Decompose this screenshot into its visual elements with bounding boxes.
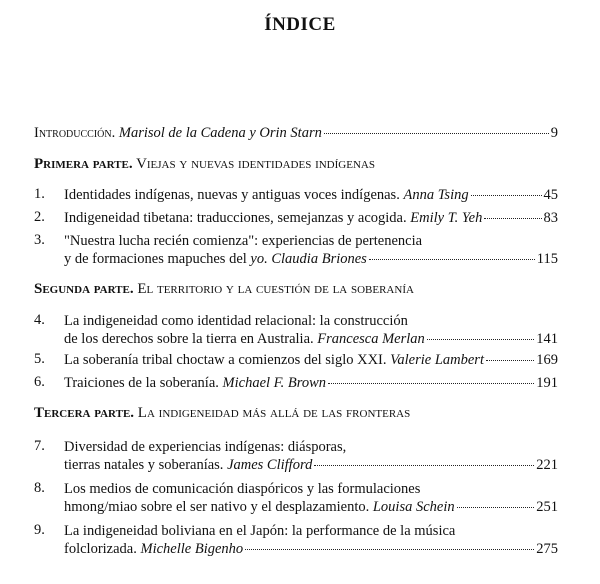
page-number: 191: [536, 375, 558, 391]
toc-entry-1[interactable]: [34, 186, 558, 204]
entry-author: Michelle Bigenho: [140, 541, 244, 557]
entry-author: James Clifford: [227, 457, 313, 473]
page-number: 275: [536, 541, 558, 557]
dot-leader: [457, 507, 535, 508]
dot-leader: [471, 195, 542, 196]
toc-entry-2[interactable]: [34, 209, 558, 227]
intro-label: Introducción.: [34, 125, 116, 141]
toc-entry-3[interactable]: [34, 232, 558, 268]
entry-title-line-2: folclorizada.: [64, 541, 137, 557]
entry-number: 9.: [34, 522, 45, 538]
toc-entry-5[interactable]: [34, 351, 558, 369]
page-number: 9: [550, 125, 558, 141]
page-number: 251: [536, 499, 558, 515]
entry-number: 2.: [34, 209, 45, 225]
toc-entry-6[interactable]: [34, 374, 558, 392]
dot-leader: [484, 218, 541, 219]
page-title: ÍNDICE: [264, 14, 336, 35]
entry-title: La soberanía tribal choctaw a comienzos del siglo XXI.: [64, 352, 387, 368]
page-number: 115: [536, 251, 558, 267]
page-number: 45: [543, 187, 558, 203]
entry-title-line-2: hmong/miao sobre el ser nativo y el desplazamiento.: [64, 499, 370, 515]
entry-author: Michael F. Brown: [222, 375, 327, 391]
entry-author: Emily T. Yeh: [410, 210, 483, 226]
entry-author: Anna Tsing: [403, 187, 469, 203]
part-subtitle: La indigeneidad más allá de las fronteras: [137, 405, 411, 421]
dot-leader: [328, 383, 534, 384]
page-number: 141: [536, 331, 558, 347]
dot-leader: [369, 259, 535, 260]
entry-author: Claudia Briones: [271, 251, 367, 267]
part-subtitle: Viejas y nuevas identidades indígenas: [136, 156, 375, 172]
toc-entry-4[interactable]: [34, 312, 558, 348]
entry-number: 1.: [34, 186, 45, 202]
dot-leader: [324, 133, 549, 134]
entry-title-line-1: "Nuestra lucha recién comienza": experiencias de pertenencia: [64, 233, 423, 249]
page-number: 221: [536, 457, 558, 473]
entry-number: 5.: [34, 351, 45, 367]
entry-title: Traiciones de la soberanía.: [64, 375, 219, 391]
part-heading-3: [34, 405, 558, 422]
entry-author: Francesca Merlan: [317, 331, 425, 347]
dot-leader: [314, 465, 534, 466]
entry-title-line-1: Los medios de comunicación diaspóricos y las formulaciones: [64, 481, 421, 497]
entry-author: Louisa Schein: [372, 499, 455, 515]
entry-title-line-2: de los derechos sobre la tierra en Australia.: [64, 331, 314, 347]
part-heading-1: [34, 156, 558, 173]
dot-leader: [427, 339, 534, 340]
entry-title-line-1: La indigeneidad como identidad relacional: la construcción: [64, 313, 408, 329]
dot-leader: [486, 360, 534, 361]
part-subtitle: El territorio y la cuestión de la soberanía: [137, 281, 414, 297]
entry-title-line-2: tierras natales y soberanías.: [64, 457, 224, 473]
entry-author: Valerie Lambert: [390, 352, 484, 368]
toc-intro[interactable]: [34, 124, 558, 142]
entry-title-line-1: Diversidad de experiencias indígenas: diásporas,: [64, 439, 347, 455]
part-label: Tercera parte.: [34, 405, 135, 421]
entry-number: 4.: [34, 312, 45, 328]
page-number: 83: [543, 210, 558, 226]
entry-title-line-1: La indigeneidad boliviana en el Japón: la performance de la música: [64, 523, 456, 539]
entry-number: 6.: [34, 374, 45, 390]
intro-author: Marisol de la Cadena y Orin Starn: [118, 125, 322, 141]
part-heading-2: [34, 281, 558, 298]
entry-title-italic: yo.: [250, 251, 268, 267]
toc-entry-7[interactable]: [34, 438, 558, 474]
page-number: 169: [536, 352, 558, 368]
part-label: Primera parte.: [34, 156, 133, 172]
entry-title-line-2: y de formaciones mapuches del: [64, 251, 247, 267]
toc-entry-8[interactable]: [34, 480, 558, 516]
entry-number: 8.: [34, 480, 45, 496]
entry-number: 3.: [34, 232, 45, 248]
part-label: Segunda parte.: [34, 281, 134, 297]
toc-entry-9[interactable]: [34, 522, 558, 558]
dot-leader: [245, 549, 534, 550]
entry-title: Identidades indígenas, nuevas y antiguas voces indígenas.: [64, 187, 400, 203]
entry-title: Indigeneidad tibetana: traducciones, semejanzas y acogida.: [64, 210, 407, 226]
entry-number: 7.: [34, 438, 45, 454]
